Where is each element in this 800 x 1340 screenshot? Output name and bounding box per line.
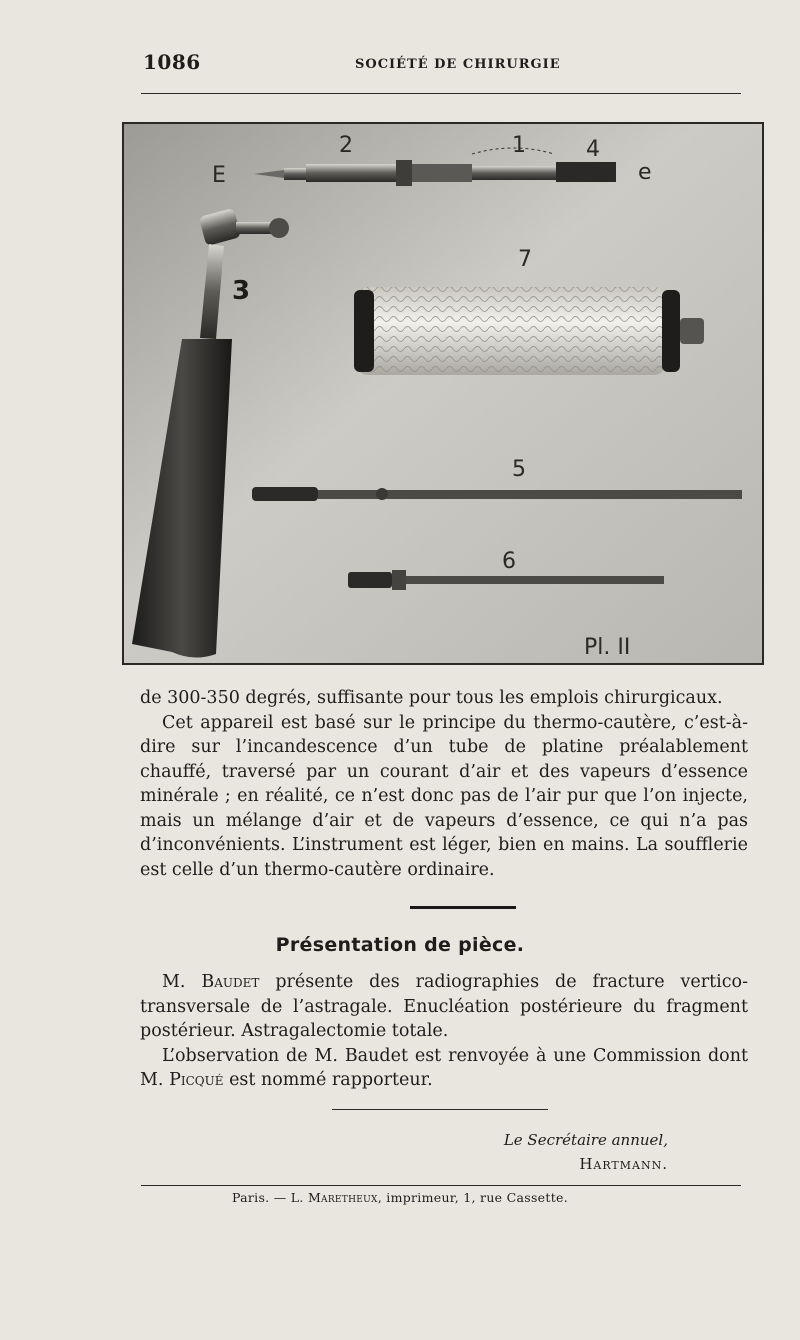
section-p1-prefix: M.: [162, 972, 186, 992]
signature-block: [504, 1128, 668, 1176]
section-p2-text: L’observation de M. Baudet est renvoyée à une Commission dont: [162, 1045, 748, 1066]
section-title: Présentation de pièce.: [275, 934, 525, 956]
plate-label-6: 6: [502, 549, 516, 574]
header-rule: [141, 93, 741, 94]
closing-rule: [332, 1109, 548, 1110]
imprint-address: , imprimeur, 1, rue Cassette.: [377, 1190, 568, 1205]
plate-label-7: 7: [518, 247, 532, 272]
plate-photograph: [122, 122, 764, 665]
section-p2-end: est nommé rapporteur.: [229, 1070, 433, 1090]
instrument-bobbin: [354, 287, 704, 375]
body-paragraph-1: de 300-350 degrés, suffisante pour tous les emplois chirurgicaux.: [140, 688, 723, 708]
plate-number: Pl. II: [584, 635, 631, 660]
page-number: 1086: [143, 50, 201, 74]
signature-title: Le Secrétaire annuel,: [503, 1131, 668, 1149]
body-paragraph-2: Cet appareil est basé sur le principe du thermo-cautère, c’est-à-dire sur l’incandescence d’un tube de platine préalablement chauffé, traversé par un courant d’air et des vapeurs d’essence minérale ; en réalité, ce n’est donc pas de l’air pur que l’on injecte, mais un mélange d’air et de vapeurs d’essence, ce qui n’a pas d’inconvénients. L’instrument est léger, bien en mains. La soufflerie est celle d’un thermo-cautère ordinaire.: [140, 712, 748, 880]
body-text: [140, 686, 748, 882]
plate-label-3: 3: [232, 276, 251, 306]
section-p2-prefix: M.: [140, 1070, 164, 1090]
imprint-printer-name: Maretheux: [307, 1190, 378, 1205]
section-paragraph-1: [140, 970, 748, 1044]
footer-rule: [141, 1185, 741, 1186]
section-paragraph-2: [140, 1044, 748, 1093]
signature-name: Hartmann.: [579, 1155, 668, 1173]
imprint-prefix: Paris. — L.: [231, 1190, 304, 1205]
plate-label-1: 1: [512, 133, 526, 158]
surgeon-name-picque: Picqué: [169, 1070, 224, 1090]
plate-label-e: e: [638, 160, 652, 185]
running-title: SOCIÉTÉ DE CHIRURGIE: [355, 57, 561, 72]
plate-label-2: 2: [339, 133, 353, 158]
plate-label-E: E: [212, 163, 226, 188]
plate-label-4: 4: [586, 137, 600, 162]
imprint: [0, 1190, 800, 1205]
section-p1-text: présente des radiographies de fracture vertico-transversale de l’astragale. Enucléation postérieure du fragment postérieur. Astragalectomie totale.: [140, 972, 748, 1041]
section-text: [140, 970, 748, 1093]
surgeon-name-baudet: Baudet: [201, 972, 260, 992]
plate-label-5: 5: [512, 457, 526, 482]
section-separator: [410, 906, 516, 909]
